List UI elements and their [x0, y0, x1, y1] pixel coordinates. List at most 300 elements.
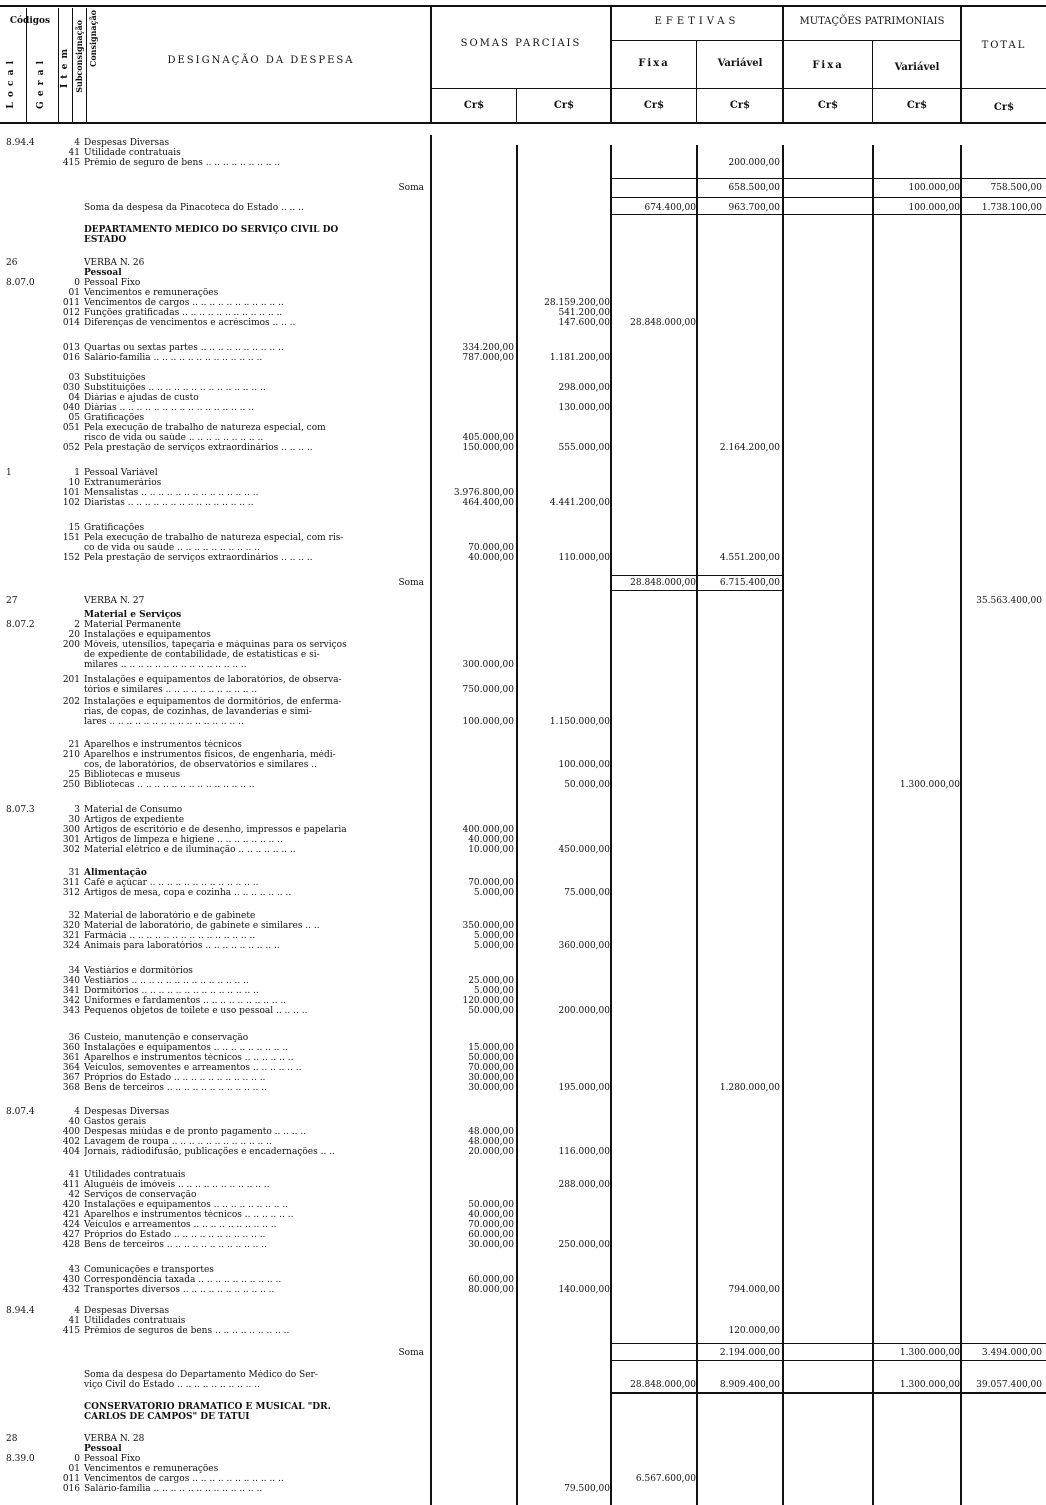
code-local: 26	[6, 258, 18, 268]
code-local: 8.94.4	[6, 1306, 35, 1316]
code-local: 8.94.4	[6, 138, 35, 148]
table-row	[0, 805, 1046, 815]
code-item: 404	[62, 1147, 80, 1157]
code-item: 361	[62, 1053, 80, 1063]
code-item: 152	[62, 553, 80, 563]
table-row	[0, 373, 1046, 383]
code-item: 21	[68, 740, 80, 750]
geral-label: G e r a l	[36, 60, 46, 109]
table-row	[0, 1073, 1046, 1083]
description: Uniformes e fardamentos .. .. .. .. .. .. .. .. .. ..	[84, 996, 287, 1006]
description: rias, de copas, de cozinhas, de lavanderias e simi-	[84, 707, 312, 717]
description: Aparelhos e instrumentos técnicos .. .. .. .. .. ..	[84, 1053, 294, 1063]
code-item: 312	[62, 888, 80, 898]
description: Instalações e equipamentos de laboratórios, de observa-	[84, 675, 342, 685]
partial-sum-2: 110.000,00	[558, 553, 610, 563]
table-row	[0, 383, 1046, 393]
description: Pela prestação de serviços extraordinários .. .. .. ..	[84, 443, 313, 453]
partial-sum-2: 116.000,00	[558, 1147, 610, 1157]
table-row	[0, 1316, 1046, 1326]
partial-sum-2: 250.000,00	[558, 1240, 610, 1250]
sum-rule	[612, 178, 1046, 179]
description: Lavagem de roupa .. .. .. .. .. .. .. .. .. .. .. ..	[84, 1137, 272, 1147]
partial-sum-2: 200.000,00	[558, 1006, 610, 1016]
code-item: 040	[62, 403, 80, 413]
description: Aparelhos e instrumentos técnicos .. .. .. .. .. ..	[84, 1210, 294, 1220]
code-item: 151	[62, 533, 80, 543]
efetivas-fixa-label: Fixa	[638, 58, 670, 69]
code-local: 8.07.0	[6, 278, 35, 288]
efetivas-variavel: 8.909.400,00	[719, 1380, 780, 1390]
code-item: 011	[62, 1474, 80, 1484]
table-row	[0, 740, 1046, 750]
description: Jornais, rádiodifusão, publicações e encadernações .. ..	[84, 1147, 335, 1157]
total: 39.057.400,00	[976, 1380, 1042, 1390]
description: Pessoal	[84, 1444, 122, 1454]
partial-sum-1: 40.000,00	[468, 1210, 514, 1220]
description: Custeio, manutenção e conservação	[84, 1033, 249, 1043]
partial-sum-1: 750.000,00	[462, 685, 514, 695]
table-row	[0, 553, 1046, 563]
code-local: 28	[6, 1434, 18, 1444]
soma-label: Soma	[398, 578, 424, 588]
table-row	[0, 1434, 1046, 1444]
codigos-label: Códigos	[9, 16, 51, 26]
code-item: 43	[68, 1265, 80, 1275]
description: Correspondência taxada .. .. .. .. .. .. .. .. .. ..	[84, 1275, 282, 1285]
description: Transportes diversos .. .. .. .. .. .. .. .. .. .. ..	[84, 1285, 275, 1295]
code-item: 340	[62, 976, 80, 986]
description: VERBA N. 26	[84, 258, 145, 268]
code-item: 013	[62, 343, 80, 353]
code-item: 052	[62, 443, 80, 453]
table-row	[0, 1117, 1046, 1127]
code-item: 250	[62, 780, 80, 790]
code-item: 415	[62, 158, 80, 168]
description: Gratificações	[84, 413, 145, 423]
description: Instalações e equipamentos .. .. .. .. .. .. .. .. ..	[84, 1200, 289, 1210]
code-item: 41	[68, 1316, 80, 1326]
table-row	[0, 1043, 1046, 1053]
table-row	[0, 543, 1046, 553]
consignacao-label: Consignação	[88, 10, 98, 68]
description: Quartas ou sextas partes .. .. .. .. .. .. .. .. .. ..	[84, 343, 284, 353]
table-row	[0, 488, 1046, 498]
code-item: 0	[74, 1454, 80, 1464]
code-item: 400	[62, 1127, 80, 1137]
sum-rule	[612, 1360, 1046, 1361]
code-item: 030	[62, 383, 80, 393]
partial-sum-1: 350.000,00	[462, 921, 514, 931]
table-row	[0, 1170, 1046, 1180]
mutacoes-variavel: 100.000,00	[908, 203, 960, 213]
table-row	[0, 1033, 1046, 1043]
partial-sum-1: 150.000,00	[462, 443, 514, 453]
code-item: 2	[74, 620, 80, 630]
table-row	[0, 976, 1046, 986]
efetivas-variavel: 794.000,00	[728, 1285, 780, 1295]
description: Prêmios de seguros de bens .. .. .. .. .. .. .. .. ..	[84, 1326, 290, 1336]
code-item: 402	[62, 1137, 80, 1147]
table-row	[0, 1474, 1046, 1484]
table-row	[0, 996, 1046, 1006]
code-item: 200	[62, 640, 80, 650]
description: Farmácia .. .. .. .. .. .. .. .. .. .. .. .. .. .. ..	[84, 931, 256, 941]
partial-sum-1: 40.000,00	[468, 553, 514, 563]
code-item: 311	[62, 878, 80, 888]
description: Móveis, utensílios, tapeçaria e máquinas para os serviços	[84, 640, 347, 650]
table-row	[0, 478, 1046, 488]
rule-item	[72, 8, 73, 124]
code-item: 4	[74, 1107, 80, 1117]
table-row	[0, 308, 1046, 318]
table-row	[0, 780, 1046, 790]
table-row	[0, 423, 1046, 433]
description: CARLOS DE CAMPOS" DE TATUÍ	[84, 1412, 250, 1422]
description: Próprios do Estado .. .. .. .. .. .. .. .. .. .. ..	[84, 1073, 266, 1083]
description: Gastos gerais	[84, 1117, 146, 1127]
table-row	[0, 707, 1046, 717]
code-item: 25	[68, 770, 80, 780]
description: VERBA N. 28	[84, 1434, 145, 1444]
description: Bibliotecas e museus	[84, 770, 181, 780]
table-row	[0, 298, 1046, 308]
table-row	[0, 845, 1046, 855]
table-row	[0, 1464, 1046, 1474]
table-row	[0, 1200, 1046, 1210]
table-row	[0, 630, 1046, 640]
efetivas-fixa: 28.848.000,00	[630, 318, 696, 328]
partial-sum-1: 5.000,00	[473, 931, 514, 941]
soma-label: Soma	[398, 183, 424, 193]
code-item: 011	[62, 298, 80, 308]
code-item: 367	[62, 1073, 80, 1083]
partial-sum-2: 50.000,00	[564, 780, 610, 790]
table-row	[0, 888, 1046, 898]
efetivas-variavel: 200.000,00	[728, 158, 780, 168]
table-row	[0, 1454, 1046, 1464]
partial-sum-1: 5.000,00	[473, 986, 514, 996]
description: Vencimentos e remunerações	[84, 1464, 219, 1474]
code-item: 424	[62, 1220, 80, 1230]
description: Bibliotecas .. .. .. .. .. .. .. .. .. .. .. .. .. ..	[84, 780, 255, 790]
somas-parciais-label: SOMAS PARCIAIS	[460, 38, 582, 49]
rule-geral	[58, 8, 59, 124]
efetivas-variavel-label: Variável	[717, 58, 763, 69]
table-row	[0, 966, 1046, 976]
partial-sum-1: 25.000,00	[468, 976, 514, 986]
code-item: 32	[68, 911, 80, 921]
sum-rule	[612, 214, 1046, 215]
mutacoes-variavel-label: Variável	[894, 62, 940, 73]
efetivas-variavel: 120.000,00	[728, 1326, 780, 1336]
total-label: TOTAL	[981, 40, 1027, 51]
table-row	[0, 931, 1046, 941]
description: DEPARTAMENTO MÉDICO DO SERVIÇO CIVIL DO	[84, 225, 339, 235]
efetivas-variavel: 963.700,00	[728, 203, 780, 213]
description: Despesas Diversas	[84, 1306, 170, 1316]
efetivas-fixa: 6.567.600,00	[635, 1474, 696, 1484]
description: Dormitórios .. .. .. .. .. .. .. .. .. .. .. .. .. ..	[84, 986, 259, 996]
code-item: 411	[62, 1180, 80, 1190]
partial-sum-2: 147.600,00	[558, 318, 610, 328]
description: Artigos de limpeza e higiene .. .. .. .. .. .. .. ..	[84, 835, 283, 845]
partial-sum-1: 60.000,00	[468, 1230, 514, 1240]
description: Utilidades contratuais	[84, 1316, 186, 1326]
sum-rule	[612, 197, 1046, 198]
table-row	[0, 353, 1046, 363]
partial-sum-1: 48.000,00	[468, 1127, 514, 1137]
code-item: 432	[62, 1285, 80, 1295]
description: Comunicações e transportes	[84, 1265, 214, 1275]
table-row	[0, 815, 1046, 825]
table-row	[0, 1240, 1046, 1250]
partial-sum-1: 50.000,00	[468, 1200, 514, 1210]
table-row	[0, 158, 1046, 168]
currency-ev: Cr$	[729, 100, 751, 111]
description: Vencimentos e remunerações	[84, 288, 219, 298]
table-row	[0, 620, 1046, 630]
description: Vencimentos de cargos .. .. .. .. .. .. .. .. .. .. ..	[84, 1474, 284, 1484]
description: ESTADO	[84, 235, 127, 245]
code-item: 051	[62, 423, 80, 433]
table-row	[0, 650, 1046, 660]
currency-p1: Cr$	[463, 100, 485, 111]
table-row	[0, 911, 1046, 921]
partial-sum-2: 195.000,00	[558, 1083, 610, 1093]
description: Despesas Diversas	[84, 1107, 170, 1117]
rule-mf	[872, 40, 873, 124]
table-row	[0, 1230, 1046, 1240]
table-row	[0, 393, 1046, 403]
code-item: 341	[62, 986, 80, 996]
table-row	[0, 288, 1046, 298]
table-row	[0, 268, 1046, 278]
partial-sum-2: 288.000,00	[558, 1180, 610, 1190]
code-item: 102	[62, 498, 80, 508]
partial-sum-1: 50.000,00	[468, 1053, 514, 1063]
table-row	[0, 258, 1046, 268]
table-row	[0, 138, 1046, 148]
partial-sum-1: 30.000,00	[468, 1240, 514, 1250]
code-item: 01	[68, 288, 80, 298]
table-row	[0, 1285, 1046, 1295]
description: Bens de terceiros .. .. .. .. .. .. .. .. .. .. .. ..	[84, 1240, 267, 1250]
table-row	[0, 318, 1046, 328]
description: Pessoal Fixo	[84, 278, 141, 288]
description: Salário-família .. .. .. .. .. .. .. .. .. .. .. .. ..	[84, 1484, 263, 1494]
description: tórios e similares .. .. .. .. .. .. .. .. .. .. ..	[84, 685, 258, 695]
description: de expediente de contabilidade, de estatísticas e si-	[84, 650, 320, 660]
currency-mf: Cr$	[817, 100, 839, 111]
description: Pela execução de trabalho de natureza especial, com ris-	[84, 533, 344, 543]
code-item: 30	[68, 815, 80, 825]
header-bottom-rule	[0, 122, 1046, 124]
code-item: 41	[68, 148, 80, 158]
code-item: 42	[68, 1190, 80, 1200]
table-row	[0, 697, 1046, 707]
table-row	[0, 921, 1046, 931]
partial-sum-1: 5.000,00	[473, 941, 514, 951]
partial-sum-1: 70.000,00	[468, 1220, 514, 1230]
table-row	[0, 1380, 1046, 1390]
code-item: 31	[68, 868, 80, 878]
code-item: 320	[62, 921, 80, 931]
table-row	[0, 675, 1046, 685]
table-row	[0, 610, 1046, 620]
currency-rule	[432, 88, 1046, 89]
description: viço Civil do Estado .. .. .. .. .. .. .. .. .. ..	[84, 1380, 260, 1390]
description: Café e açúcar .. .. .. .. .. .. .. .. .. .. .. .. ..	[84, 878, 259, 888]
table-row	[0, 986, 1046, 996]
description: Utilidades contratuais	[84, 1170, 186, 1180]
description: Material de laboratório, de gabinete e similares .. ..	[84, 921, 320, 931]
description: Despesas miúdas e de pronto pagamento .. .. .. ..	[84, 1127, 307, 1137]
local-label: L o c a l	[6, 60, 16, 109]
code-item: 3	[74, 805, 80, 815]
table-row	[0, 498, 1046, 508]
code-item: 302	[62, 845, 80, 855]
description: Veículos e arreamentos .. .. .. .. .. .. .. .. .. ..	[84, 1220, 277, 1230]
sum-rule	[612, 575, 784, 576]
table-row	[0, 878, 1046, 888]
table-row	[0, 1265, 1046, 1275]
table-row	[0, 403, 1046, 413]
description: Instalações e equipamentos .. .. .. .. .. .. .. .. ..	[84, 1043, 289, 1053]
partial-sum-1: 70.000,00	[468, 878, 514, 888]
table-row	[0, 750, 1046, 760]
sum-rule	[612, 590, 784, 591]
table-row	[0, 1180, 1046, 1190]
code-local: 8.07.2	[6, 620, 35, 630]
partial-sum-2: 79.500,00	[564, 1484, 610, 1494]
partial-sum-2: 130.000,00	[558, 403, 610, 413]
table-row	[0, 235, 1046, 245]
soma-label: Soma	[398, 1348, 424, 1358]
table-row	[0, 1370, 1046, 1380]
partial-sum-1: 787.000,00	[462, 353, 514, 363]
table-row	[0, 468, 1046, 478]
code-item: 20	[68, 630, 80, 640]
code-local: 27	[6, 596, 18, 606]
table-row	[0, 203, 1046, 213]
partial-sum-2: 1.181.200,00	[549, 353, 610, 363]
partial-sum-2: 541.200,00	[558, 308, 610, 318]
partial-sum-1: 60.000,00	[468, 1275, 514, 1285]
mutacoes-variavel: 1.300.000,00	[899, 1348, 960, 1358]
code-item: 420	[62, 1200, 80, 1210]
code-item: 421	[62, 1210, 80, 1220]
table-row	[0, 868, 1046, 878]
description: Aparelhos e instrumentos físicos, de engenharia, médi-	[84, 750, 336, 760]
efetivas-fixa: 28.848.000,00	[630, 1380, 696, 1390]
code-item: 428	[62, 1240, 80, 1250]
description: Diferenças de vencimentos e acréscimos .. .. ..	[84, 318, 296, 328]
code-item: 15	[68, 523, 80, 533]
code-item: 10	[68, 478, 80, 488]
item-label: I t e m	[60, 48, 70, 89]
code-item: 364	[62, 1063, 80, 1073]
efetivas-variavel: 658.500,00	[728, 183, 780, 193]
partial-sum-1: 15.000,00	[468, 1043, 514, 1053]
partial-sum-1: 3.976.800,00	[453, 488, 514, 498]
description: Pela execução de trabalho de natureza especial, com	[84, 423, 326, 433]
table-row	[0, 717, 1046, 727]
description: Funções gratificadas .. .. .. .. .. .. .. .. .. .. .. ..	[84, 308, 283, 318]
description: Soma da despesa da Pinacoteca do Estado .. .. ..	[84, 203, 304, 213]
description: Instalações e equipamentos de dormitórios, de enferma-	[84, 697, 342, 707]
partial-sum-2: 298.000,00	[558, 383, 610, 393]
mutacoes-variavel: 100.000,00	[908, 183, 960, 193]
code-item: 012	[62, 308, 80, 318]
total: 758.500,00	[990, 183, 1042, 193]
description: Material elétrico e de iluminação .. .. .. .. .. .. ..	[84, 845, 296, 855]
partial-sum-1: 5.000,00	[473, 888, 514, 898]
table-row	[0, 1127, 1046, 1137]
description: Diaristas .. .. .. .. .. .. .. .. .. .. .. .. .. .. ..	[84, 498, 254, 508]
description: Substituições	[84, 373, 146, 383]
partial-sum-1: 48.000,00	[468, 1137, 514, 1147]
table-row	[0, 413, 1046, 423]
description: Próprios do Estado .. .. .. .. .. .. .. .. .. .. ..	[84, 1230, 266, 1240]
table-row	[0, 1412, 1046, 1422]
partial-sum-1: 30.000,00	[468, 1083, 514, 1093]
partial-sum-2: 100.000,00	[558, 760, 610, 770]
code-item: 05	[68, 413, 80, 423]
code-item: 40	[68, 1117, 80, 1127]
efetivas-variavel: 6.715.400,00	[719, 578, 780, 588]
code-item: 04	[68, 393, 80, 403]
code-local: 1	[6, 468, 12, 478]
description: Material e Serviços	[84, 610, 182, 620]
partial-sum-2: 555.000,00	[558, 443, 610, 453]
code-item: 301	[62, 835, 80, 845]
efetivas-variavel: 1.280.000,00	[719, 1083, 780, 1093]
partial-sum-1: 334.200,00	[462, 343, 514, 353]
code-item: 427	[62, 1230, 80, 1240]
partial-sum-1: 50.000,00	[468, 1006, 514, 1016]
partial-sum-2: 140.000,00	[558, 1285, 610, 1295]
table-row	[0, 183, 1046, 193]
table-row	[0, 1402, 1046, 1412]
description: Animais para laboratórios .. .. .. .. .. .. .. .. ..	[84, 941, 280, 951]
rule-p1	[516, 88, 517, 124]
code-item: 01	[68, 1464, 80, 1474]
table-row	[0, 443, 1046, 453]
code-item: 016	[62, 1484, 80, 1494]
description: Gratificações	[84, 523, 145, 533]
table-row	[0, 760, 1046, 770]
code-local: 8.39.0	[6, 1454, 35, 1464]
partial-sum-1: 464.400,00	[462, 498, 514, 508]
code-item: 41	[68, 1170, 80, 1180]
table-row	[0, 835, 1046, 845]
code-item: 36	[68, 1033, 80, 1043]
table-row	[0, 523, 1046, 533]
description: Extranumerários	[84, 478, 162, 488]
code-item: 321	[62, 931, 80, 941]
description: Instalações e equipamentos	[84, 630, 211, 640]
efetivas-label: EFETIVAS	[654, 16, 740, 27]
code-item: 0	[74, 278, 80, 288]
description: cos, de laboratórios, de observatórios e similares ..	[84, 760, 317, 770]
mutacoes-fixa-label: Fixa	[812, 60, 844, 71]
code-item: 430	[62, 1275, 80, 1285]
description: Prêmio de seguro de bens .. .. .. .. .. .. .. .. ..	[84, 158, 281, 168]
table-row	[0, 941, 1046, 951]
mutacoes-variavel: 1.300.000,00	[899, 780, 960, 790]
description: Alimentação	[84, 868, 147, 878]
